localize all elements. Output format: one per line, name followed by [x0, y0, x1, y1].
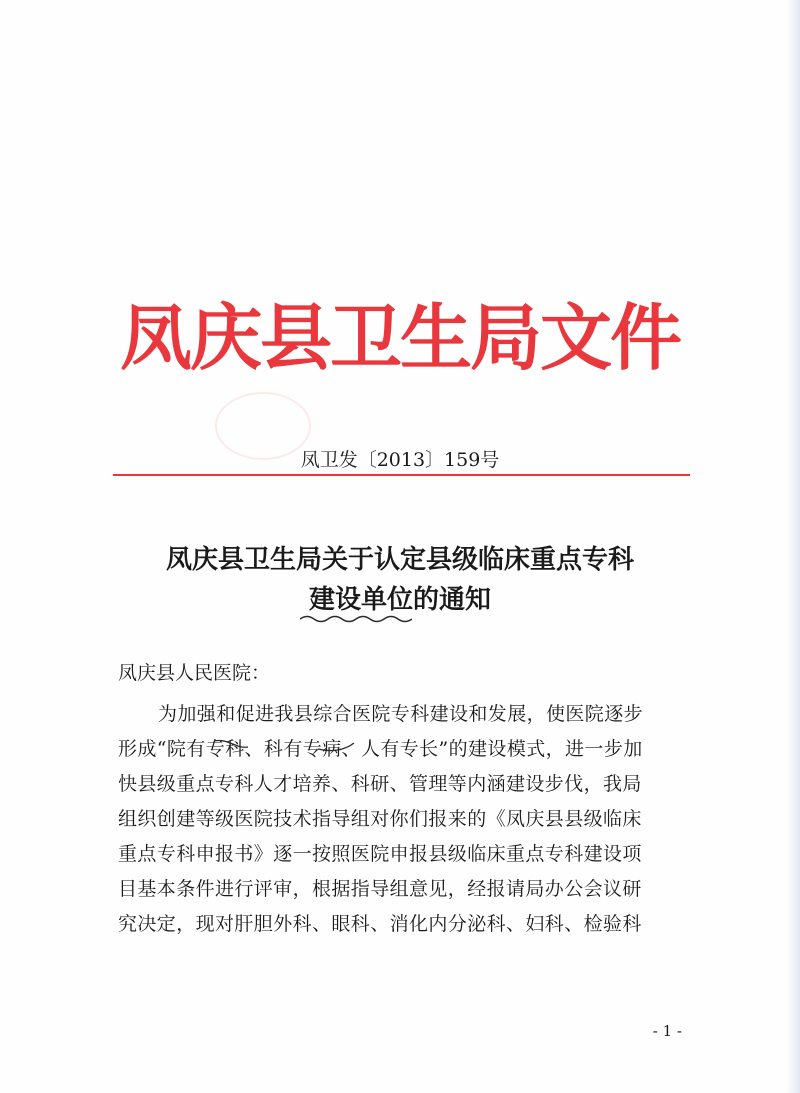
salutation: 凤庆县人民医院： — [118, 662, 271, 684]
handwritten-underline-mark — [208, 737, 368, 753]
body-line: 目基本条件进行评审，根据指导组意见，经报请局办公会议研 — [118, 878, 642, 900]
notice-title — [0, 540, 800, 620]
issuing-organization-title: 凤庆县卫生局文件 — [119, 296, 680, 380]
body-line: 重点专科申报书》逐一按照医院申报县级临床重点专科建设项 — [118, 843, 642, 865]
body-line: 究决定，现对肝胆外科、眼科、消化内分泌科、妇科、检验科 — [118, 913, 642, 935]
body-line: 形成“院有专科、科有专病、人有专长”的建设模式，进一步加 — [118, 738, 643, 760]
page-number: - 1 - — [652, 1022, 682, 1040]
body-line: 为加强和促进我县综合医院专科建设和发展，使医院逐步 — [158, 703, 644, 725]
notice-title-line-1: 凤庆县卫生局关于认定县级临床重点专科 — [165, 545, 634, 575]
document-number: 凤卫发〔2013〕159号 — [300, 449, 500, 471]
wavy-underline-mark — [300, 613, 412, 623]
body-line: 快县级重点专科人才培养、科研、管理等内涵建设步伐，我局 — [118, 773, 642, 795]
red-separator-line — [113, 474, 690, 476]
body-paragraph — [118, 697, 684, 942]
body-line: 组织创建等级医院技术指导组对你们报来的《凤庆县县级临床 — [118, 808, 642, 830]
notice-title-line-2: 建设单位的通知 — [308, 585, 491, 615]
